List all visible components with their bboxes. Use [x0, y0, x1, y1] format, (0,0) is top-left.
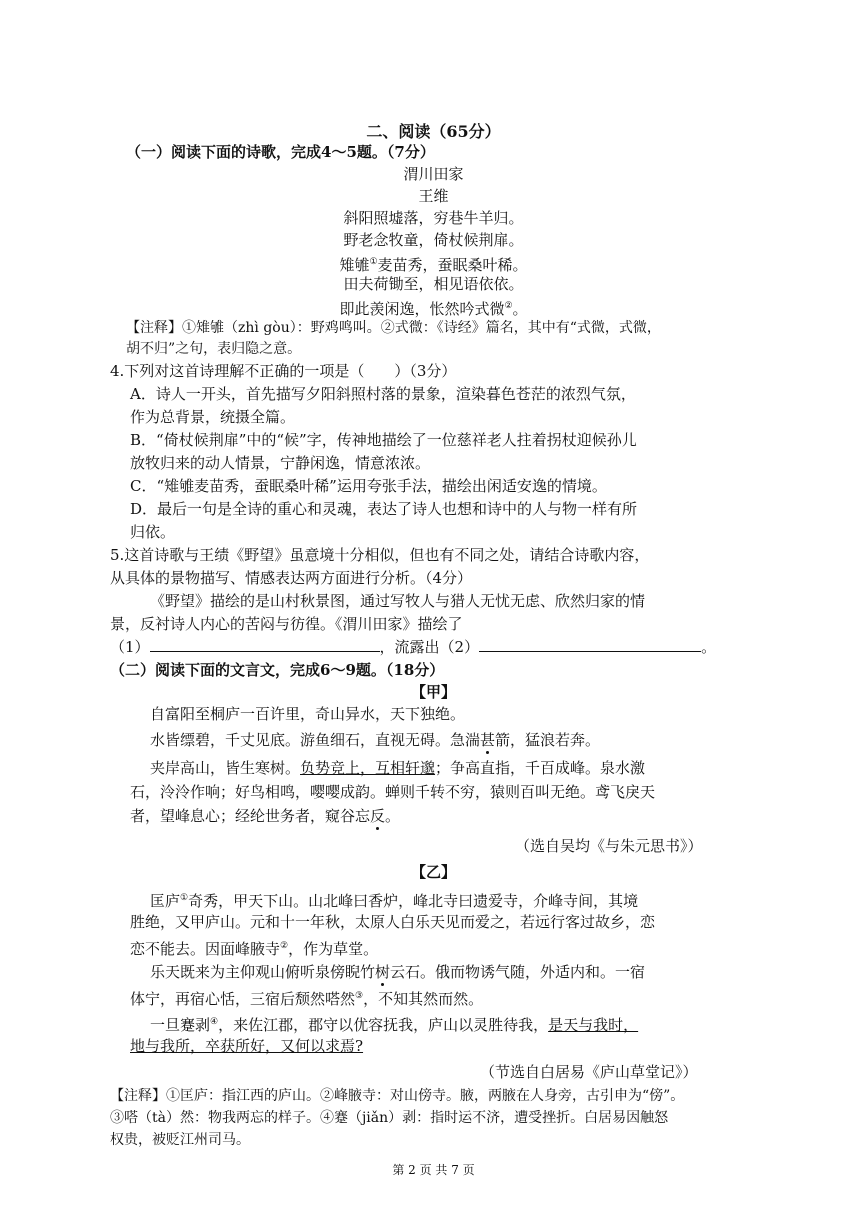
part1-heading: （一）阅读下面的诗歌，完成4～5题。（7分） [126, 143, 435, 161]
section-title: 二、阅读（65分） [366, 122, 501, 141]
poem-line-4: 田夫荷锄至，相见语依依。 [343, 275, 524, 293]
poem-line-1: 斜阳照墟落，穷巷牛羊归。 [343, 209, 524, 227]
q4-option-d: D．最后一句是全诗的重心和灵魂，表达了诗人也想和诗中的人与物一样有所 [130, 500, 638, 518]
answer-blank-2[interactable] [479, 637, 701, 652]
jia-source: （选自吴均《与朱元思书》） [515, 837, 703, 855]
yi-p1-line1: 匡庐①奇秀，甲天下山。山北峰曰香炉，峰北寺曰遗爱寺，介峰寺间，其境 [150, 892, 639, 910]
jia-p3-line2: 石，泠泠作响；好鸟相鸣，嘤嘤成韵。蝉则千转不穷，猿则百叫无绝。鸢飞戾天 [130, 783, 656, 801]
answer-blank-1[interactable] [150, 637, 380, 652]
poem-line-3: 雉雊①麦苗秀，蚕眠桑叶稀。 [339, 256, 528, 274]
q4-stem: 4.下列对这首诗理解不正确的一项是（ ）（3分） [110, 362, 457, 380]
q5-answer-line: （1） ，流露出（2） 。 [110, 638, 717, 656]
q4-option-b-cont: 放牧归来的动人情景，宁静闲逸，情意浓浓。 [130, 454, 431, 472]
q4-option-a-cont: 作为总背景，统摄全篇。 [130, 408, 296, 426]
yi-note-1: 【注释】①匡庐：指江西的庐山。②峰腋寺：对山傍寺。腋，两腋在人身旁，古引申为“傍”。 [110, 1088, 685, 1104]
yi-note-2: ③嗒（tà）然：物我两忘的样子。④蹇（jiǎn）剥：指时运不济，遭受挫折。白居易因触怒 [110, 1110, 669, 1126]
yi-note-3: 权贵，被贬江州司马。 [110, 1132, 250, 1148]
q4-option-d-cont: 归依。 [130, 523, 176, 541]
yi-p3-line2: 地与我所，卒获所好，又何以求焉? [130, 1037, 364, 1055]
q5-body-1: 《野望》描绘的是山村秋景图，通过写牧人与猎人无忧无虑、欣然归家的情 [150, 592, 646, 610]
yi-p3-line1: 一旦蹇剥④，来佐江郡，郡守以优容抚我，庐山以灵胜待我，是天与我时， [150, 1016, 639, 1034]
poem-author: 王维 [418, 187, 449, 205]
q5-stem-1: 5.这首诗歌与王绩《野望》虽意境十分相似，但也有不同之处，请结合诗歌内容， [110, 546, 650, 564]
poem-note-1: 【注释】①雉雊（zhì gòu）：野鸡鸣叫。②式微：《诗经》篇名，其中有“式微，式微， [126, 320, 661, 336]
poem-line-5: 即此羡闲逸，怅然吟式微②。 [339, 300, 528, 318]
poem-line-2: 野老念牧童，倚杖候荆扉。 [343, 231, 524, 249]
jia-p3-line1: 夹岸高山，皆生寒树。负势竞上，互相轩邈；争高直指，千百成峰。泉水激 [150, 759, 646, 777]
jia-p1: 自富阳至桐庐一百许里，奇山异水，天下独绝。 [150, 705, 466, 723]
yi-title: 【乙】 [410, 863, 456, 881]
yi-p2-line1: 乐天既来为主仰观山俯听泉傍睨竹树云石。俄而物诱气随，外适内和。一宿 [150, 963, 646, 981]
poem-note-2: 胡不归”之句，表归隐之意。 [126, 341, 302, 357]
yi-p1-line2: 胜绝，又甲庐山。元和十一年秋，太原人白乐天见而爱之，若远行客过故乡，恋 [130, 913, 656, 931]
jia-p3-line3: 者，望峰息心；经纶世务者，窥谷忘反。 [130, 807, 401, 825]
q4-option-c: C．“雉雊麦苗秀，蚕眠桑叶稀”运用夸张手法，描绘出闲适安逸的情境。 [130, 477, 607, 495]
jia-title: 【甲】 [410, 683, 456, 701]
q4-option-a: A．诗人一开头，首先描写夕阳斜照村落的景象，渲染暮色苍茫的浓烈气氛， [130, 385, 636, 403]
q4-option-b: B．“倚杖候荆扉”中的“候”字，传神地描绘了一位慈祥老人拄着拐杖迎候孙儿 [130, 431, 637, 449]
yi-source: （节选自白居易《庐山草堂记》） [480, 1063, 698, 1081]
yi-p2-line2: 体宁，再宿心恬，三宿后颓然嗒然③，不知其然而然。 [130, 990, 484, 1008]
page-footer: 第 2 页 共 7 页 [392, 1163, 475, 1177]
part2-heading: （二）阅读下面的文言文，完成6～9题。（18分） [110, 661, 445, 679]
yi-p1-line3: 恋不能去。因面峰腋寺②，作为草堂。 [130, 940, 379, 958]
poem-title: 渭川田家 [403, 165, 464, 183]
jia-p2: 水皆缥碧，千丈见底。游鱼细石，直视无碍。急湍甚箭，猛浪若奔。 [150, 731, 601, 749]
q5-body-2: 景，反衬诗人内心的苦闷与彷徨。《渭川田家》描绘了 [110, 615, 463, 633]
q5-stem-2: 从具体的景物描写、情感表达两方面进行分析。（4分） [110, 569, 473, 587]
